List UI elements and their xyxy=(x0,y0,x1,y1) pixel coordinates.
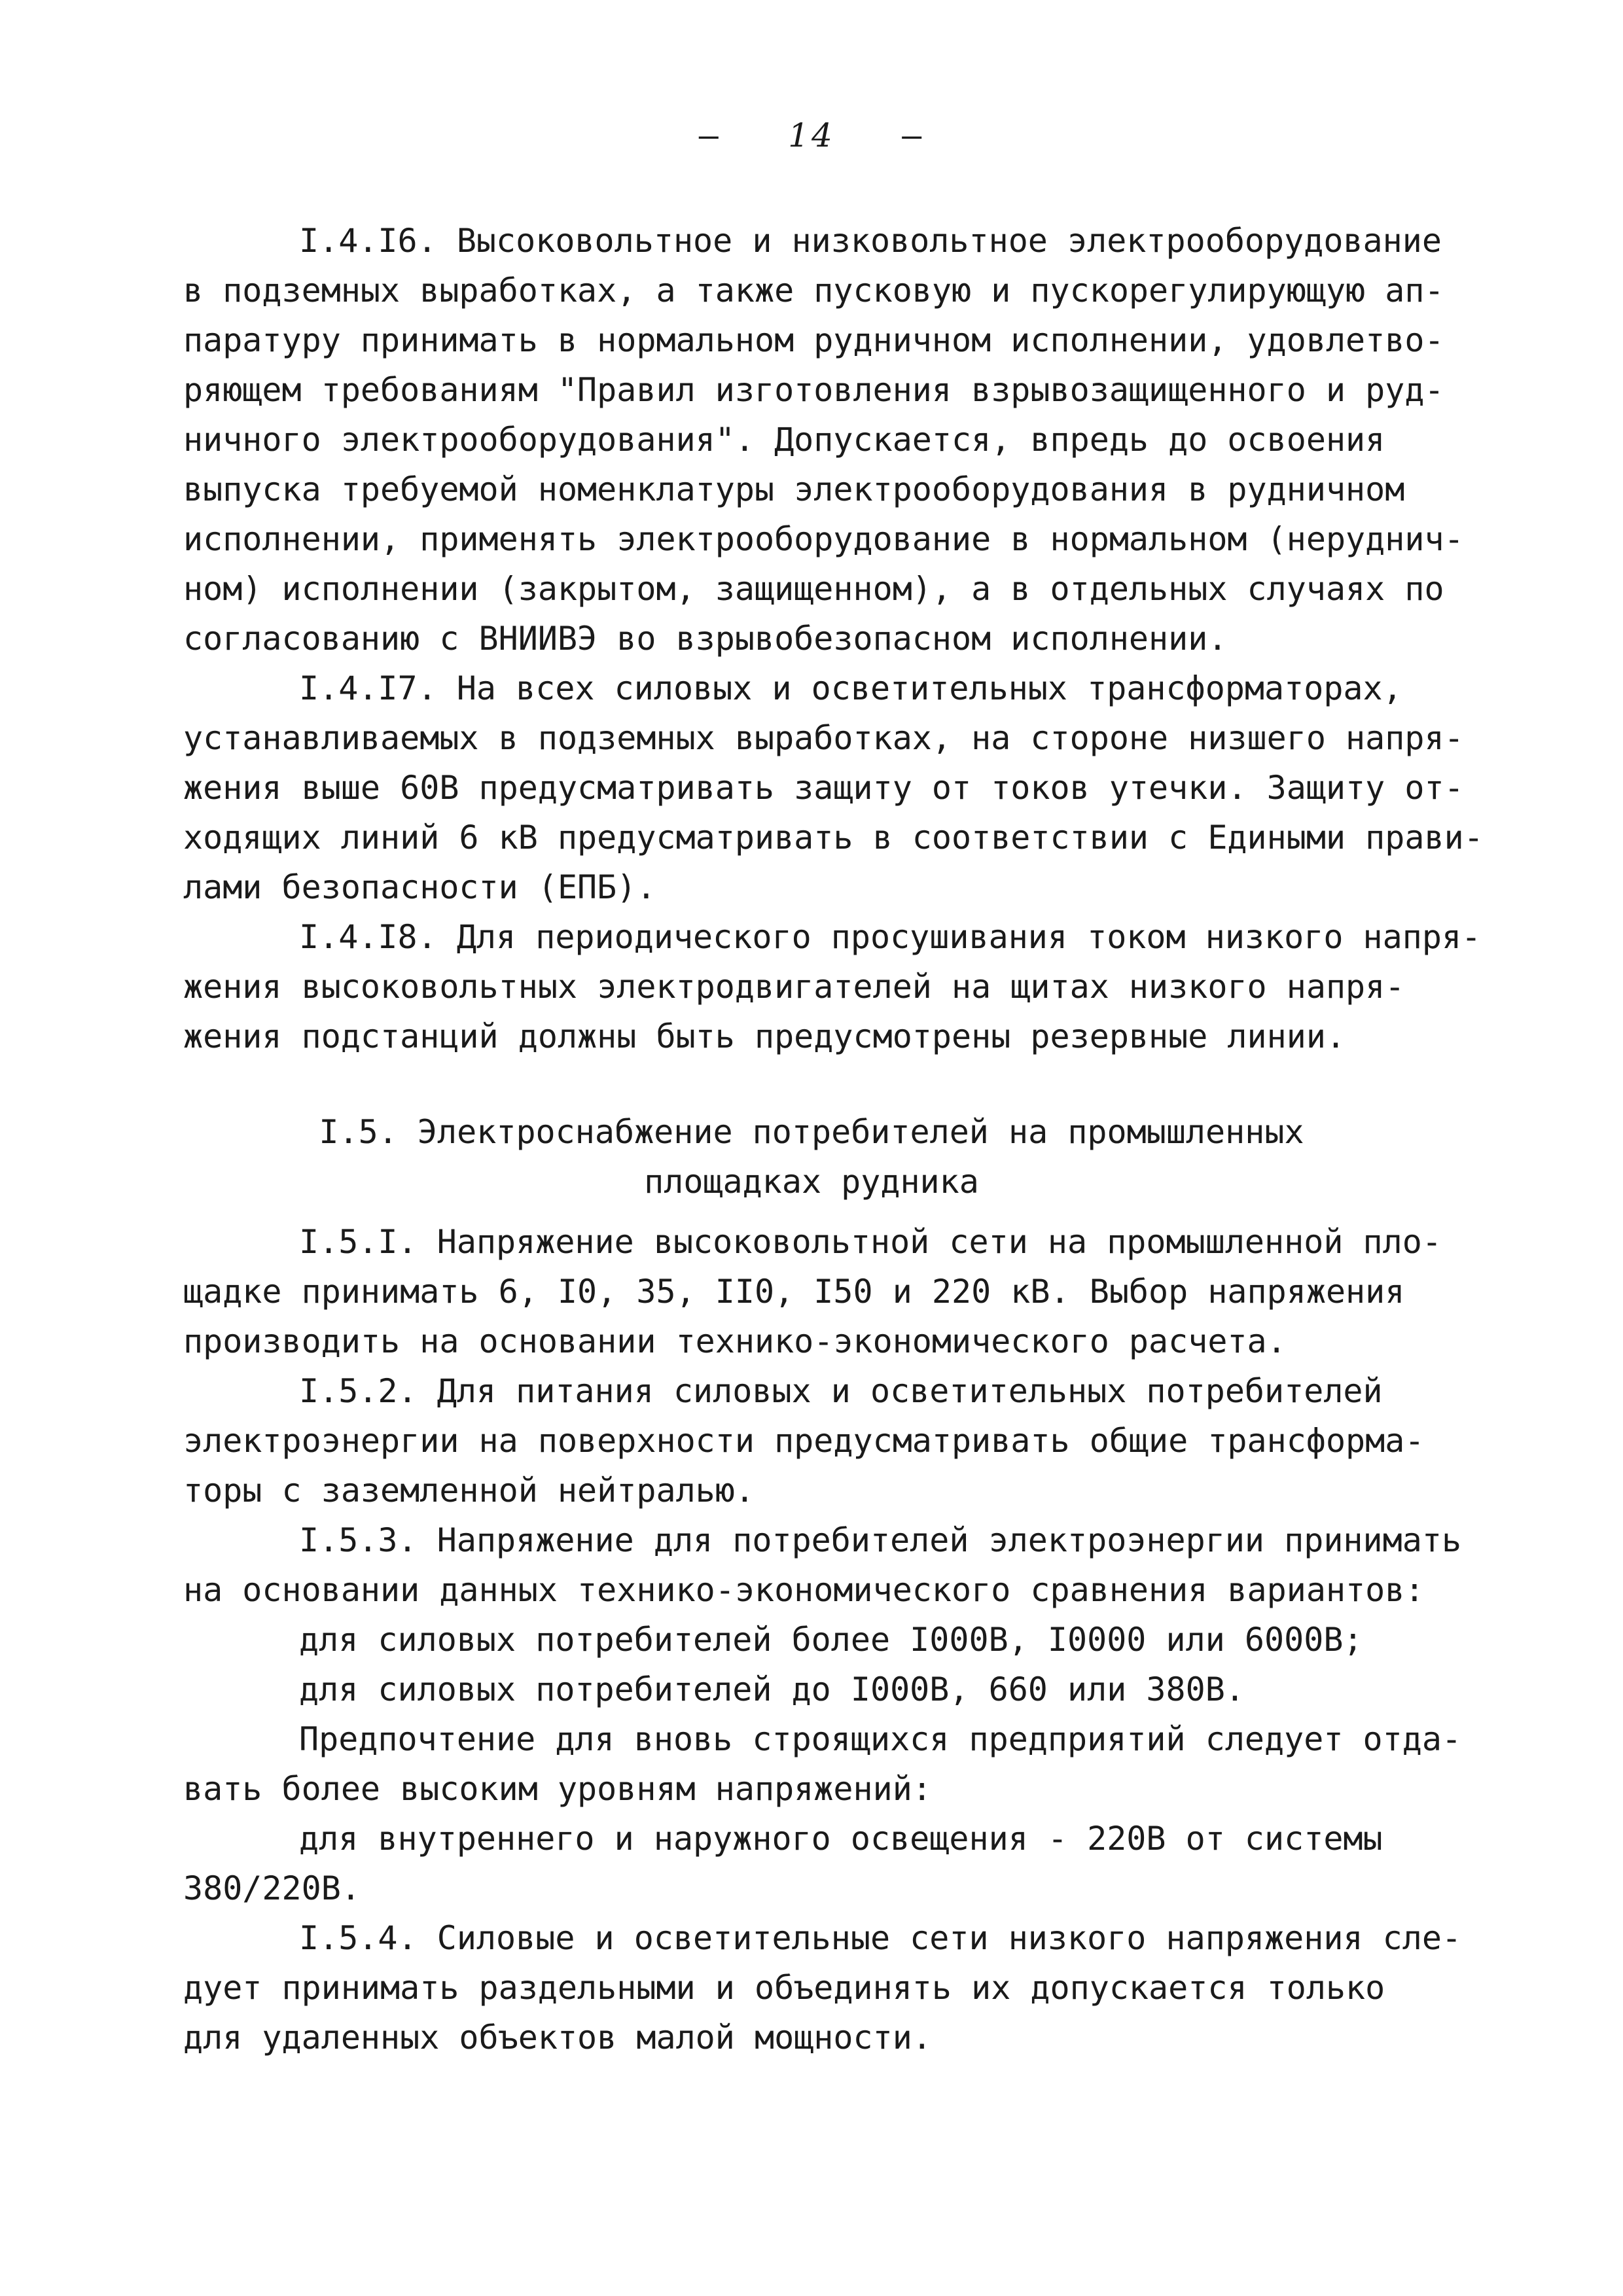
paragraph-1-4-16-line: паратуру принимать в нормальном рудничном исполнении, удовлетво- xyxy=(183,321,1444,359)
paragraph-1-5-4-line: дует принимать раздельными и объединять их допускается только xyxy=(183,1969,1385,2007)
paragraph-lighting-line: 380/220В. xyxy=(183,1869,361,1907)
paragraph-1-4-17-line: жения выше 60В предусматривать защиту от токов утечки. Защиту от- xyxy=(183,769,1464,807)
paragraph-1-4-17-line: устанавливаемых в подземных выработках, на стороне низшего напря- xyxy=(183,719,1464,757)
paragraph-1-5-3-line: на основании данных технико-экономического сравнения вариантов: xyxy=(183,1571,1425,1609)
paragraph-1-5-1-line: щадке принимать 6, I0, 35, II0, I50 и 220 кВ. Выбор напряжения xyxy=(183,1273,1405,1311)
paragraph-1-4-18-line: I.4.I8. Для периодического просушивания током низкого напря- xyxy=(299,918,1482,956)
paragraph-1-4-16-line: ряющем требованиям "Правил изготовления взрывозащищенного и руд- xyxy=(183,371,1444,409)
paragraph-1-4-16-line: I.4.I6. Высоковольтное и низковольтное электрооборудование xyxy=(299,222,1442,260)
paragraph-1-4-17-line: ходящих линий 6 кВ предусматривать в соответствии с Едиными прави- xyxy=(183,819,1484,857)
paragraph-1-4-16-line: в подземных выработках, а также пусковую и пускорегулирующую ап- xyxy=(183,272,1444,309)
paragraph-1-4-17-line: лами безопасности (ЕПБ). xyxy=(183,868,656,906)
paragraph-1-4-16-line: исполнении, применять электрооборудование в нормальном (неруднич- xyxy=(183,520,1464,558)
paragraph-preference-line: вать более высоким уровням напряжений: xyxy=(183,1770,932,1808)
paragraph-1-5-1-line: I.5.I. Напряжение высоковольтной сети на промышленной пло- xyxy=(299,1223,1442,1261)
paragraph-1-4-18-line: жения подстанций должны быть предусмотрены резервные линии. xyxy=(183,1017,1346,1055)
paragraph-1-5-4-line: I.5.4. Силовые и осветительные сети низкого напряжения сле- xyxy=(299,1919,1462,1957)
paragraph-lighting-line: для внутреннего и наружного освещения - 220В от системы xyxy=(299,1820,1383,1858)
paragraph-1-4-16-line: выпуска требуемой номенклатуры электрооборудования в рудничном xyxy=(183,470,1405,508)
paragraph-1-5-2-line: торы с заземленной нейтралью. xyxy=(183,1472,755,1510)
page-number: – 14 – xyxy=(698,116,925,154)
paragraph-1-4-16-line: ном) исполнении (закрытом, защищенном), а в отдельных случаях по xyxy=(183,570,1444,608)
list-item: для силовых потребителей более I000В, I0000 или 6000В; xyxy=(299,1621,1363,1659)
paragraph-1-5-4-line: для удаленных объектов малой мощности. xyxy=(183,2019,932,2057)
paragraph-1-4-16-line: ничного электрооборудования". Допускается, впредь до освоения xyxy=(183,421,1385,459)
page-number-value: 14 xyxy=(788,116,835,154)
paragraph-1-5-2-line: электроэнергии на поверхности предусматривать общие трансформа- xyxy=(183,1422,1425,1460)
paragraph-1-5-3-line: I.5.3. Напряжение для потребителей электроэнергии принимать xyxy=(299,1521,1462,1559)
section-heading: площадках рудника xyxy=(644,1163,979,1201)
paragraph-1-4-16-line: согласованию с ВНИИВЭ во взрывобезопасном исполнении. xyxy=(183,620,1228,658)
paragraph-1-4-17-line: I.4.I7. На всех силовых и осветительных трансформаторах, xyxy=(299,669,1402,707)
section-heading: I.5. Электроснабжение потребителей на промышленных xyxy=(319,1113,1304,1151)
paragraph-1-5-1-line: производить на основании технико-экономического расчета. xyxy=(183,1322,1287,1360)
paragraph-1-5-2-line: I.5.2. Для питания силовых и осветительных потребителей xyxy=(299,1372,1383,1410)
paragraph-1-4-18-line: жения высоковольтных электродвигателей на щитах низкого напря- xyxy=(183,968,1405,1006)
list-item: для силовых потребителей до I000В, 660 или 380В. xyxy=(299,1670,1245,1708)
paragraph-preference-line: Предпочтение для вновь строящихся предприятий следует отда- xyxy=(299,1720,1462,1758)
